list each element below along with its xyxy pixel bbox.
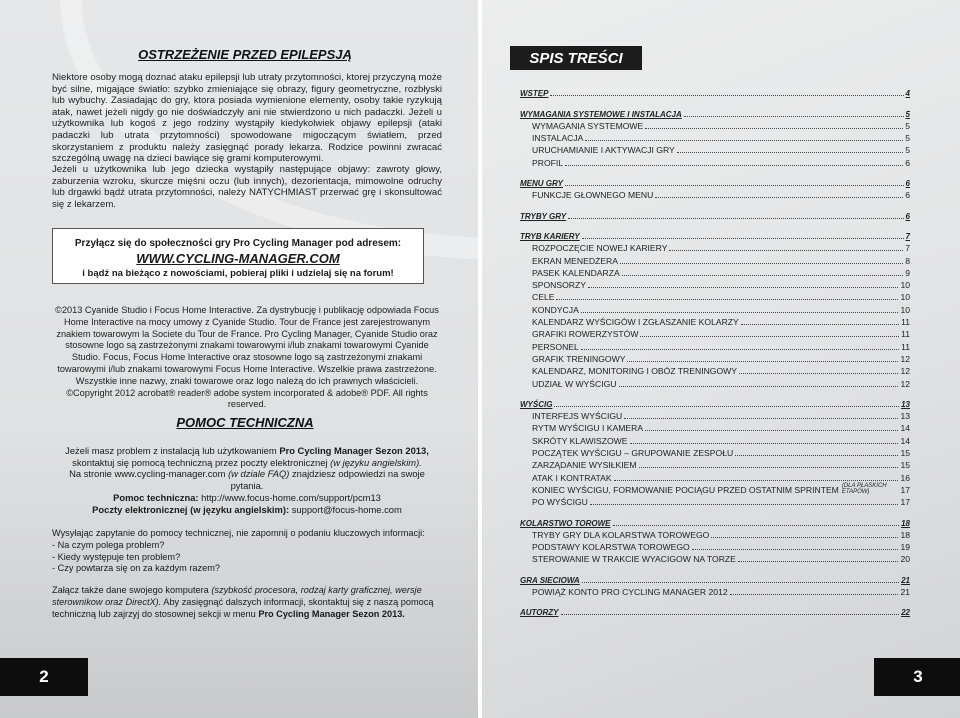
attach-text-d: Pro Cycling Manager Sezon 2013. (258, 608, 405, 619)
toc-entry-label: POWIĄŻ KONTO PRO CYCLING MANAGER 2012 (532, 586, 728, 597)
toc-spacer (520, 168, 910, 176)
toc-leader-dots (655, 197, 903, 198)
toc-spacer (520, 200, 910, 208)
toc-entry-page: 17 (900, 484, 910, 495)
toc-entry-label: RYTM WYŚCIGU I KAMERA (532, 423, 644, 434)
toc-entry-label: CELE (532, 292, 555, 303)
toc-entry-label: KOLARSTWO TOROWE (520, 518, 611, 528)
toc-entry-label: PODSTAWY KOLARSTWA TOROWEGO (532, 542, 690, 553)
toc-entry-page: 6 (905, 179, 910, 189)
toc-entry-label: KONDYCJA (532, 304, 579, 315)
toc-leader-dots (627, 361, 898, 362)
copyright-text-2: ©Copyright 2012 acrobat® reader® adobe system incorporated & adobe® PDF. All rights reserved. (66, 387, 428, 410)
toc-leader-dots (585, 140, 903, 141)
checklist-intro: Wysyłając zapytanie do pomocy technicznej, nie zapomnij o podaniu kluczowych informacji: (52, 528, 425, 538)
toc-entry-page: 13 (901, 399, 910, 409)
toc-entry[interactable] (520, 302, 910, 314)
toc-section-entry[interactable] (520, 208, 910, 220)
toc-leader-dots (619, 386, 899, 387)
toc-leader-dots (590, 504, 899, 505)
right-page (482, 0, 960, 718)
page-number-left: 2 (0, 658, 88, 696)
tech-support-url[interactable]: http://www.focus-home.com/support/pcm13 (198, 492, 381, 503)
toc-leader-dots (582, 582, 899, 583)
toc-leader-dots (645, 128, 903, 129)
toc-spacer (520, 597, 910, 605)
toc-section-entry[interactable] (520, 86, 910, 98)
toc-section-entry[interactable] (520, 229, 910, 241)
toc-entry-label: TRYB KARIERY (520, 231, 580, 241)
toc-entry[interactable] (520, 339, 910, 351)
toc-entry[interactable] (520, 446, 910, 458)
toc-entry-label: WSTĘP (520, 89, 549, 99)
toc-leader-dots (639, 467, 899, 468)
toc-entry-label: ATAK I KONTRATAK (532, 472, 612, 483)
toc-entry-label: INTERFEJS WYŚCIGU (532, 411, 623, 422)
checklist-item: - Czy powtarza się on za każdym razem? (52, 563, 220, 574)
toc-leader-dots (645, 430, 898, 431)
attach-text-c: Aby zasięgnąć dalszych informacji, skontaktuj się z naszą pomocą techniczną lub zajrzyj do stosownej sekcji w menu (52, 596, 434, 619)
toc-spacer (520, 507, 910, 515)
toc-leader-dots (630, 443, 899, 444)
toc-leader-dots (613, 525, 900, 526)
toc-entry[interactable] (520, 528, 910, 540)
toc-leader-dots (561, 614, 900, 615)
toc-entry-page: 12 (900, 378, 910, 389)
toc-entry[interactable] (520, 266, 910, 278)
warning-title: OSTRZEŻENIE PRZED EPILEPSJĄ (138, 47, 352, 62)
toc-entry-label: KALENDARZ WYŚCIGÓW I ZGŁASZANIE KOLARZY (532, 317, 739, 328)
toc-entry[interactable] (520, 155, 910, 167)
toc-entry-note: (DLA PŁASKICH ETAPÓW) (841, 482, 887, 495)
toc-leader-dots (614, 480, 899, 481)
toc-entry-page: 10 (900, 304, 910, 315)
tech-support-row (52, 492, 442, 504)
toc-section-entry[interactable] (520, 106, 910, 118)
toc-entry-page: 15 (900, 448, 910, 459)
toc-entry-page: 22 (901, 608, 910, 618)
toc-entry[interactable] (520, 483, 910, 495)
toc-entry-label: ZARZĄDANIE WYSIŁKIEM (532, 460, 637, 471)
toc-leader-dots (581, 349, 899, 350)
toc-entry-page: 20 (900, 554, 910, 565)
support-text-f: (w dziale FAQ) (228, 468, 290, 480)
toc-entry-page: 18 (901, 518, 910, 528)
toc-entry-label: STEROWANIE W TRAKCIE WYACIGOW NA TORZE (532, 554, 736, 565)
toc-entry[interactable] (520, 376, 910, 388)
toc-entry-label: ROZPOCZĘCIE NOWEJ KARIERY (532, 243, 668, 254)
toc-entry[interactable] (520, 143, 910, 155)
toc-entry-page: 6 (905, 157, 910, 168)
support-text-b: Pro Cycling Manager Sezon 2013, (279, 445, 429, 456)
toc-entry[interactable] (520, 458, 910, 470)
toc-entry-page: 11 (901, 329, 910, 340)
promo-line-2: i bądź na bieżąco z nowościami, pobieraj pliki i udzielaj się na forum! (82, 268, 394, 279)
toc-entry[interactable] (520, 278, 910, 290)
toc-entry-label: PO WYŚCIGU (532, 497, 588, 508)
toc-entry-page: 14 (900, 423, 910, 434)
toc-spacer (520, 98, 910, 106)
toc-entry-label: KONIEC WYŚCIGU, FORMOWANIE POCIĄGU PRZED OSTATNIM SPRINTEM (532, 484, 839, 495)
toc-entry-page: 21 (901, 575, 910, 585)
toc-entry-label: GRA SIECIOWA (520, 575, 580, 585)
toc-entry-page: 14 (900, 435, 910, 446)
toc-entry-label: TRYBY GRY (520, 211, 567, 221)
toc-leader-dots (620, 263, 903, 264)
support-checklist (52, 528, 442, 575)
support-intro (52, 445, 442, 491)
toc-entry-label: WYŚCIG (520, 399, 553, 409)
toc-leader-dots (582, 238, 904, 239)
toc-entry[interactable] (520, 352, 910, 364)
toc-entry-label: SPONSORZY (532, 280, 586, 291)
toc-entry[interactable] (520, 188, 910, 200)
support-text-g: znajdziesz odpowiedzi na swoje pytania. (230, 468, 425, 491)
toc-entry[interactable] (520, 495, 910, 507)
toc-entry-label: GRAFIKI ROWERZYSTÓW (532, 329, 639, 340)
toc-entry-label: WYMAGANIA SYSTEMOWE (532, 120, 644, 131)
toc-entry-page: 5 (905, 109, 910, 119)
checklist-item: - Na czym polega problem? (52, 539, 165, 550)
toc-entry-label: EKRAN MENEDŻERA (532, 255, 618, 266)
attach-text-b: (szybkość procesora, rodzaj karty graficznej, wersje sterownikow oraz DirectX). (52, 585, 422, 607)
toc-entry-label: FUNKCJE GŁOWNEGO MENU (532, 190, 654, 201)
toc-entry-page: 11 (901, 341, 910, 352)
toc-leader-dots (622, 275, 904, 276)
toc-entry-page: 5 (905, 145, 910, 156)
attach-info (52, 585, 442, 620)
toc-entry-page: 19 (900, 542, 910, 553)
toc-title: SPIS TREŚCI (510, 46, 642, 70)
toc-entry[interactable] (520, 409, 910, 421)
email-support-label: Poczty elektronicznej (w języku angielskim): (92, 503, 290, 515)
toc-entry-page: 10 (900, 292, 910, 303)
toc-entry-page: 5 (905, 133, 910, 144)
community-promo-box (52, 228, 424, 284)
toc-leader-dots (565, 185, 904, 186)
toc-leader-dots (624, 418, 898, 419)
toc-entry-label: PASEK KALENDARZA (532, 267, 620, 278)
toc-leader-dots (684, 116, 904, 117)
toc-spacer (520, 564, 910, 572)
toc-entry-label: WYMAGANIA SYSTEMOWE I INSTALACJA (520, 109, 682, 119)
promo-line-1: Przyłącz się do społeczności gry Pro Cycling Manager pod adresem: (74, 238, 402, 249)
toc-entry-page: 12 (900, 366, 910, 377)
toc-entry-label: PROFIL (532, 157, 564, 168)
toc-entry-page: 6 (905, 211, 910, 221)
toc-entry-page: 17 (900, 497, 910, 508)
toc-leader-dots (677, 152, 903, 153)
copyright-text: ©2013 Cyanide Studio i Focus Home Interactive. Za dystrybucję i publikację odpowiada Focus Home Interactive na mocy umowy z Cyanide Studio. Tour de France jest zarejestrowanym znakiem towarowym la Societe du Tour de France. Pro Cycling Manager, Cyanide Studio oraz stosowne logo są zastrzeżonymi znakami towarowymi i/lub znakami towarowymi Cyanide Studio. Focus, Focus Home Interactive oraz stosowne logo są zastrzeżonymi znakami towarowymi i/lub znakami towarowymi Focus Home Interactive. Wszelkie prawa zastrzeżone. Wszystkie inne nazwy, znaki towarowe oraz logo należą do ich prawnych właścicieli. (55, 305, 439, 386)
toc-entry-page: 9 (905, 267, 910, 278)
support-text-e: Na stronie www.cycling-manager.com (69, 468, 229, 480)
email-support-row (52, 504, 442, 516)
toc-entry[interactable] (520, 315, 910, 327)
toc-entry-label: SKRÓTY KLAWISZOWE (532, 435, 628, 446)
tech-support-label: Pomoc techniczna: (113, 492, 199, 503)
toc-leader-dots (739, 373, 898, 374)
toc-entry-page: 5 (905, 120, 910, 131)
toc-entry-page: 7 (905, 243, 910, 254)
warning-paragraph-2: Jeżeli u użytkownika lub jego dziecka wystąpiły następujące objawy: zawroty głowy, zaburzenia wzroku, skurcze mięśni oczu (lub innych), dezorientacja, mimowolne odruchy lub drgawki bądź utrata przytomności, należy NATYCHMIAST przerwać grę i skonsultować się z lekarzem. (52, 164, 442, 210)
attach-text-a: Załącz także dane swojego komputera (52, 585, 212, 595)
toc-entry[interactable] (520, 421, 910, 433)
toc-entry[interactable] (520, 433, 910, 445)
toc-entry[interactable] (520, 364, 910, 376)
toc-leader-dots (581, 312, 899, 313)
toc-entry-page: 13 (900, 411, 910, 422)
email-support-address[interactable]: support@focus-home.com (289, 503, 402, 515)
toc-entry-page: 16 (900, 472, 910, 483)
toc-leader-dots (741, 324, 899, 325)
toc-entry-page: 10 (900, 280, 910, 291)
toc-entry-label: TRYBY GRY DLA KOLARSTWA TOROWEGO (532, 529, 710, 540)
toc-entry-label: MENU GRY (520, 179, 563, 189)
toc-entry[interactable] (520, 327, 910, 339)
toc-entry-page: 4 (905, 89, 910, 99)
toc-leader-dots (669, 250, 903, 251)
toc-entry-label: KALENDARZ, MONITORING I OBÓZ TRENINGOWY (532, 366, 737, 377)
toc-entry-page: 7 (905, 231, 910, 241)
toc-entry-page: 15 (900, 460, 910, 471)
promo-url-link[interactable]: WWW.CYCLING-MANAGER.COM (136, 251, 340, 266)
toc-entry[interactable] (520, 540, 910, 552)
toc-leader-dots (588, 287, 898, 288)
toc-section-entry[interactable] (520, 515, 910, 527)
toc-entry-label: UDZIAŁ W WYŚCIGU (532, 378, 617, 389)
toc-entry-page: 18 (900, 529, 910, 540)
toc-entry[interactable] (520, 290, 910, 302)
toc-leader-dots (556, 299, 898, 300)
toc-entry[interactable] (520, 131, 910, 143)
page-number-right: 3 (874, 658, 960, 696)
toc-entry-label: AUTORZY (520, 608, 559, 618)
toc-leader-dots (554, 406, 899, 407)
toc-entry[interactable] (520, 241, 910, 253)
toc-leader-dots (568, 218, 903, 219)
toc-leader-dots (565, 165, 903, 166)
toc-section-entry[interactable] (520, 397, 910, 409)
toc-entry[interactable] (520, 585, 910, 597)
warning-paragraph-1: Niektore osoby mogą doznać ataku epilepsji lub utraty przytomności, ktorej przyczyną może być silne, migające światło: szybko zmieniające się obrazy, figury geometryczne, rozbłyski lub wybuchy. Zasiadając do gry, ktora posiada wymienione elementy, osoby takie ryzykują atak, nawet jeżeli nigdy go nie doświadczyły ani nie stwierdzono u nich padaczki. Jeżeli u użytkownika lub kogoś z jego rodziny wystąpiły kiedykolwiek objawy epilepsji (ataki padaczki lub utrata przytomności) spowodowane migoczącym światłem, przed skorzystaniem z produktu należy zasięgnąć porady lekarza. Rodzice powinni zwracać szczególną uwagę na dzieci bawiące się grami komputerowymi. (52, 72, 442, 165)
toc-entry-label: PERSONEL (532, 341, 579, 352)
toc-leader-dots (711, 537, 898, 538)
toc-entry[interactable] (520, 470, 910, 482)
table-of-contents (520, 86, 910, 617)
toc-leader-dots (738, 561, 899, 562)
toc-entry[interactable] (520, 253, 910, 265)
toc-entry-page: 21 (900, 586, 910, 597)
support-text-d: (w języku angielskim). (330, 456, 422, 468)
toc-entry-label: POCZĄTEK WYŚCIGU – GRUPOWANIE ZESPOŁU (532, 448, 734, 459)
toc-spacer (520, 389, 910, 397)
toc-spacer (520, 221, 910, 229)
copyright-notice (52, 305, 442, 411)
toc-entry-page: 12 (900, 353, 910, 364)
toc-entry[interactable] (520, 552, 910, 564)
toc-entry-label: INSTALACJA (532, 133, 584, 144)
toc-leader-dots (550, 95, 903, 96)
toc-leader-dots (730, 594, 899, 595)
toc-entry[interactable] (520, 119, 910, 131)
toc-leader-dots (735, 455, 898, 456)
toc-entry-label: URUCHAMIANIE I AKTYWACJI GRY (532, 145, 675, 156)
toc-entry-page: 6 (905, 190, 910, 201)
toc-entry-label: GRAFIK TRENINGOWY (532, 353, 626, 364)
support-contacts (52, 492, 442, 516)
toc-section-entry[interactable] (520, 176, 910, 188)
support-text-c: skontaktuj się pomocą techniczną przez poczty elektronicznej (72, 456, 331, 468)
support-title: POMOC TECHNICZNA (176, 415, 314, 430)
toc-entry-page: 8 (905, 255, 910, 266)
toc-section-entry[interactable] (520, 605, 910, 617)
support-text-a: Jeżeli masz problem z instalacją lub użytkowaniem (65, 445, 280, 456)
toc-leader-dots (692, 549, 899, 550)
toc-section-entry[interactable] (520, 572, 910, 584)
toc-entry-page: 11 (901, 317, 910, 328)
checklist-item: - Kiedy występuje ten problem? (52, 551, 181, 562)
toc-leader-dots (640, 336, 899, 337)
left-page (0, 0, 478, 718)
